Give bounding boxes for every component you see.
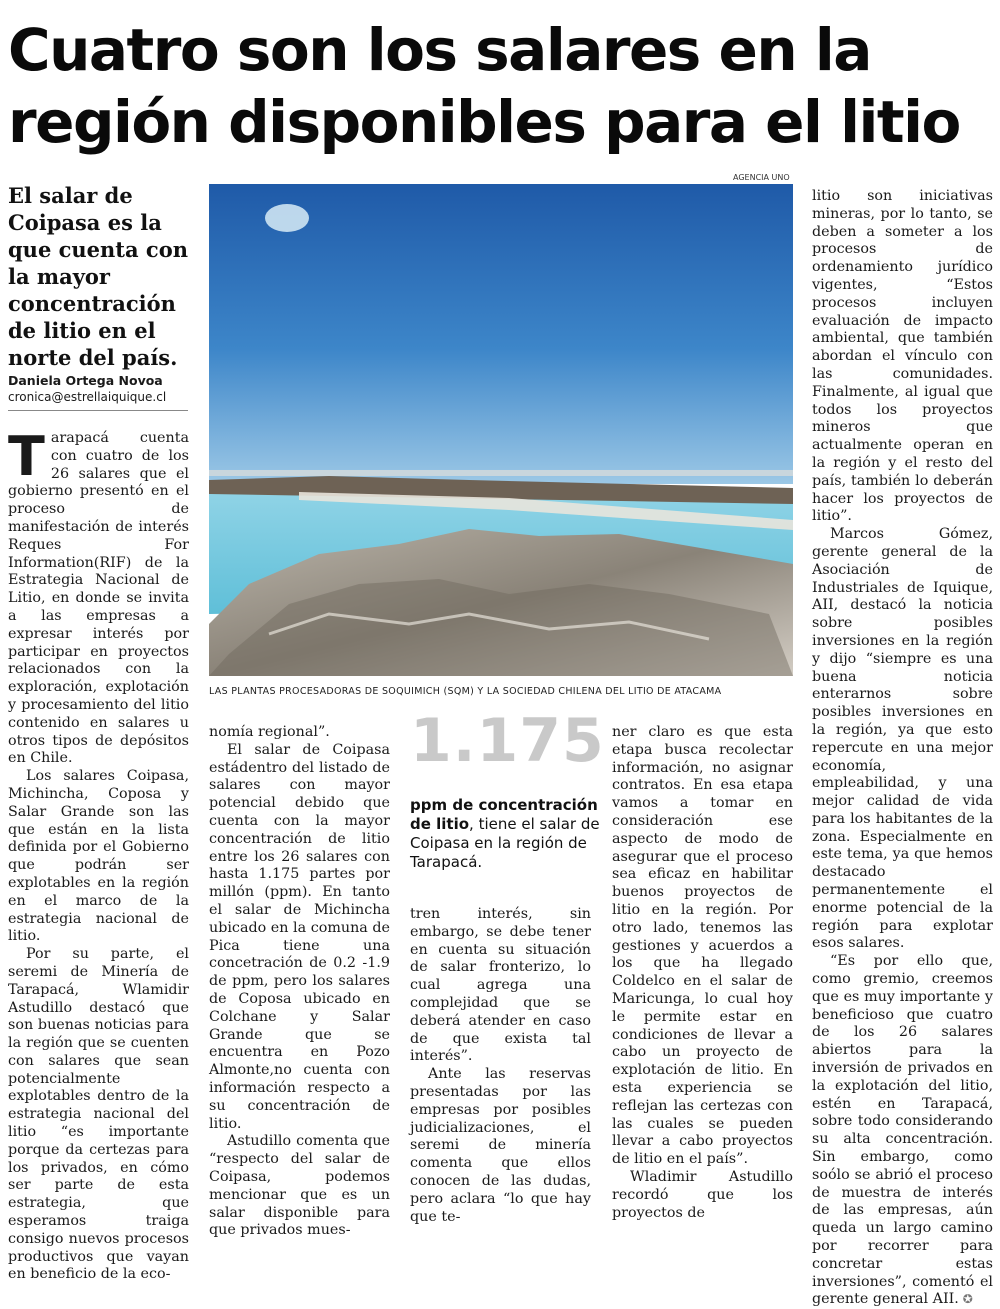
article-paragraph: litio son iniciativas mineras, por lo tanto, se deben a someter a los procesos de ordenamiento jurídico vigentes, “Estos procesos incluyen evaluación de impacto ambiental, que también abordan el vínculo con las comunidades. Finalmente, al igual que todos los proyectos mineros que actualmente operan en la región y el resto del país, también lo deberán hacer los proyectos de litio”.: [812, 188, 993, 525]
author-email[interactable]: cronica@estrellaiquique.cl: [8, 390, 167, 404]
article-paragraph: Ante las reservas presentadas por las empresas por posibles judicializaciones, el seremi de minería comenta que ellos conocen de las dudas, pero aclara “lo que hay que te-: [410, 1066, 591, 1225]
highlight-number: 1.175: [410, 706, 605, 776]
article-paragraph: [812, 953, 993, 1309]
byline: [8, 373, 188, 405]
photo-caption: LAS PLANTAS PROCESADORAS DE SOQUIMICH (SQM) Y LA SOCIEDAD CHILENA DEL LITIO DE ATACAMA: [209, 686, 722, 697]
article-paragraph: nomía regional”.: [209, 724, 330, 740]
article-paragraph: Wladimir Astudillo recordó que los proyectos de: [612, 1168, 793, 1221]
article-paragraph: ner claro es que esta etapa busca recolectar información, no asignar contratos. En esa etapa vamos a tomar en consideración ese aspecto de modo de asegurar que el proceso sea eficaz en habilitar buenos proyectos de litio en la región. Por otro lado, tenemos las gestiones y acuerdos a los que ha llegado Coldelco en el salar de Maricunga, lo cual hoy le permite estar en condiciones de llevar a cabo un proyecto de explotación de litio. En esta experiencia se reflejan las certezas con las cuales se pueden llevar a cabo proyectos de litio en el país”.: [612, 724, 793, 1168]
article-column-3: [410, 906, 591, 1226]
subheadline: El salar de Coipasa es la que cuenta con la mayor concentración de litio en el norte del país.: [8, 183, 188, 370]
article-column-2: [209, 724, 390, 1240]
highlight-bold-text: ppm de concentración de litio: [410, 796, 598, 833]
highlight-rest-text: , tiene el salar de Coipasa en la región de Tarapacá.: [410, 815, 600, 871]
byline-divider: [8, 410, 188, 411]
end-mark-icon: ✪: [962, 1292, 973, 1307]
article-paragraph: El salar de Coipasa estádentro del listado de salares con mayor potencial debido que cuenta con la mayor concentración de litio entre los 26 salares con hasta 1.175 partes por millón (ppm). En tanto el salar de Michincha ubicado en la comuna de Pica tiene una concetración de 0.2 -1.9 de ppm, pero los salares de Coposa ubicado en Colchane y Salar Grande que se encuentra en Pozo Almonte,no cuenta con información respecto a su concentración de litio.: [209, 741, 390, 1132]
article-paragraph: Astudillo comenta que “respecto del salar de Coipasa, podemos mencionar que es un salar disponible para que privados mues-: [209, 1133, 390, 1239]
salt-flat-photo-illustration: [209, 184, 793, 676]
author-name: Daniela Ortega Novoa: [8, 373, 163, 388]
closing-paragraph-text: “Es por ello que, como gremio, creemos que es muy importante y beneficioso que cuatro de los 26 salares abiertos para la inversión de privados en la explotación del litio, estén en Tarapacá, sobre todo considerando su alta concentración. Sin embargo, como soólo se abrió el proceso de muestra de interés de las empresas, aún queda un largo camino por recorrer para concretar estas inversiones”, comentó el gerente general AII.: [812, 953, 993, 1308]
article-paragraph: Marcos Gómez, gerente general de la Asociación de Industriales de Iquique, AII, destacó la noticia sobre posibles inversiones en la región y dijo “siempre es una buena noticia enterarnos sobre posibles inversiones en la región, ya que esto repercute en una mejor economía, empleabilidad, y una mejor calidad de vida para los habitantes de la zona. Especialmente en este tema, ya que hemos destacado permanentemente el enorme potencial de la región para explotar esos salares.: [812, 526, 993, 952]
salar-photo: [209, 184, 793, 676]
photo-credit: AGENCIA UNO: [733, 173, 790, 182]
headline: Cuatro son los salares en la región disponibles para el litio: [8, 16, 960, 156]
article-paragraph: Los salares Coipasa, Michincha, Coposa y Salar Grande son las que están en la lista definida por el Gobierno que podrán ser explotables en la región en el marco de la estrategia nacional de litio.: [8, 768, 189, 945]
lead-paragraph: [8, 425, 189, 768]
article-column-4: [612, 724, 793, 1222]
article-paragraph: Por su parte, el seremi de Minería de Tarapacá, Wlamidir Astudillo destacó que son buenas noticias para la región que se cuenten con salares que sean potencialmente explotables dentro de la estrategia nacional del litio “es importante porque da certezas para los privados, en cómo ser parte de esta estrategia, que esperamos traiga consigo nuevos procesos productivos que vayan en beneficio de la eco-: [8, 946, 189, 1283]
highlight-text: [410, 796, 600, 872]
lead-text: arapacá cuenta con cuatro de los 26 salares que el gobierno presentó en el proceso de manifestación de interés Reques For Information(RIF) de la Estrategia Nacional de Litio, en donde se invita a las empresas a expresar interés por participar en proyectos relacionados con la exploración, explotación y procesamiento del litio contenido en salares u otros tipos de depósitos en Chile.: [8, 430, 189, 767]
article-column-1: [8, 425, 189, 1284]
article-paragraph: tren interés, sin embargo, se debe tener en cuenta su situación de salar fronterizo, lo cual agrega una complejidad que se deberá atender en caso de que exista tal interés”.: [410, 906, 591, 1065]
article-column-5: [812, 188, 993, 1309]
drop-cap: T: [8, 425, 45, 488]
